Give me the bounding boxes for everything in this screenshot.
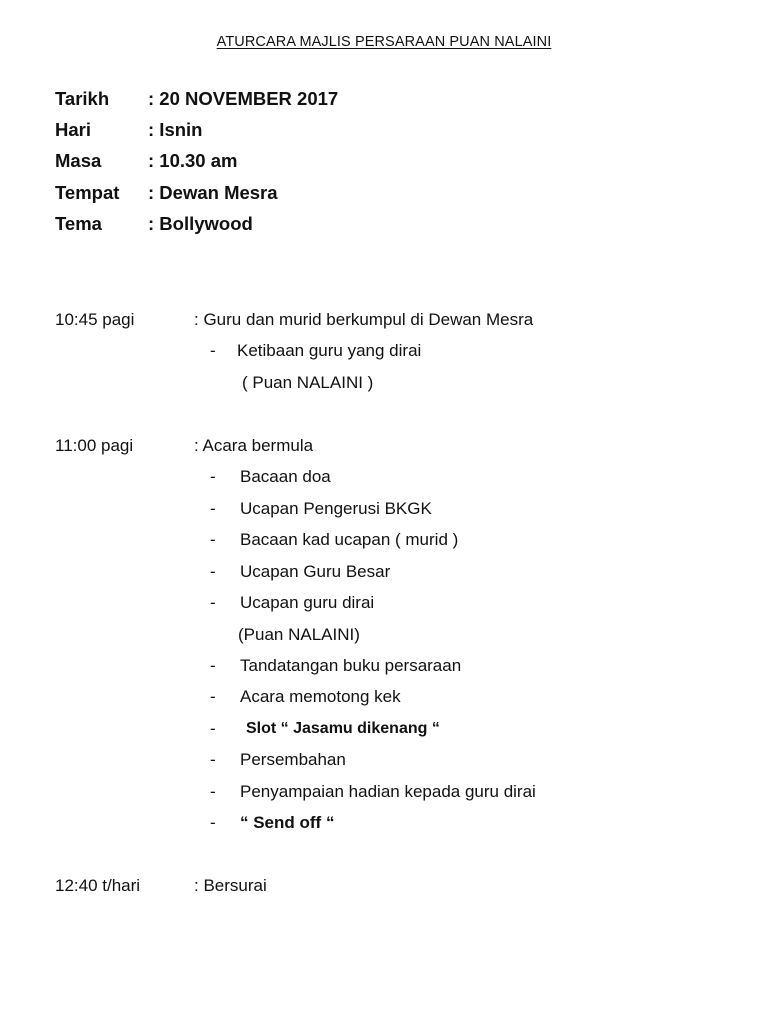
schedule-item: Acara memotong kek — [240, 687, 401, 706]
bullet-dash: - — [210, 813, 216, 832]
schedule-item: Bacaan kad ucapan ( murid ) — [240, 530, 459, 549]
schedule-item: Slot “ Jasamu dikenang “ — [246, 720, 440, 737]
schedule-item: Tandatangan buku persaraan — [240, 656, 462, 675]
schedule-item: Penyampaian hadian kepada guru dirai — [240, 782, 536, 801]
schedule-item: Ucapan guru dirai — [240, 593, 375, 612]
schedule-item-continuation: ( Puan NALAINI ) — [242, 373, 374, 392]
schedule-item: Persembahan — [240, 750, 346, 769]
bullet-dash: - — [210, 687, 216, 706]
bullet-dash: - — [210, 656, 216, 675]
schedule-item: Ketibaan guru yang dirai — [237, 341, 422, 360]
detail-label: Hari — [55, 119, 91, 140]
schedule-description: : Guru dan murid berkumpul di Dewan Mesra — [194, 310, 534, 329]
bullet-dash: - — [210, 499, 216, 518]
detail-value: : 10.30 am — [148, 150, 238, 171]
detail-label: Masa — [55, 150, 102, 171]
document-title: ATURCARA MAJLIS PERSARAAN PUAN NALAINI — [216, 34, 552, 50]
schedule-description: : Bersurai — [194, 876, 267, 895]
schedule-item-continuation: (Puan NALAINI) — [238, 625, 360, 644]
detail-value: : Dewan Mesra — [148, 182, 278, 203]
schedule-time: 12:40 t/hari — [55, 876, 141, 895]
bullet-dash: - — [210, 593, 216, 612]
detail-value: : Bollywood — [148, 213, 253, 234]
schedule-item: “ Send off “ — [240, 813, 335, 832]
detail-label: Tema — [55, 213, 102, 234]
bullet-dash: - — [210, 467, 216, 486]
schedule-description: : Acara bermula — [194, 436, 314, 455]
detail-value: : Isnin — [148, 119, 203, 140]
bullet-dash: - — [210, 782, 216, 801]
bullet-dash: - — [210, 719, 216, 738]
detail-label: Tarikh — [55, 88, 110, 109]
bullet-dash: - — [210, 341, 216, 360]
detail-label: Tempat — [55, 182, 120, 203]
schedule-time: 10:45 pagi — [55, 310, 135, 329]
bullet-dash: - — [210, 562, 216, 581]
detail-value: : 20 NOVEMBER 2017 — [148, 88, 339, 109]
bullet-dash: - — [210, 530, 216, 549]
bullet-dash: - — [210, 750, 216, 769]
schedule-item: Bacaan doa — [240, 467, 331, 486]
schedule-time: 11:00 pagi — [55, 436, 134, 455]
schedule-item: Ucapan Pengerusi BKGK — [240, 499, 432, 518]
schedule-item: Ucapan Guru Besar — [240, 562, 391, 581]
